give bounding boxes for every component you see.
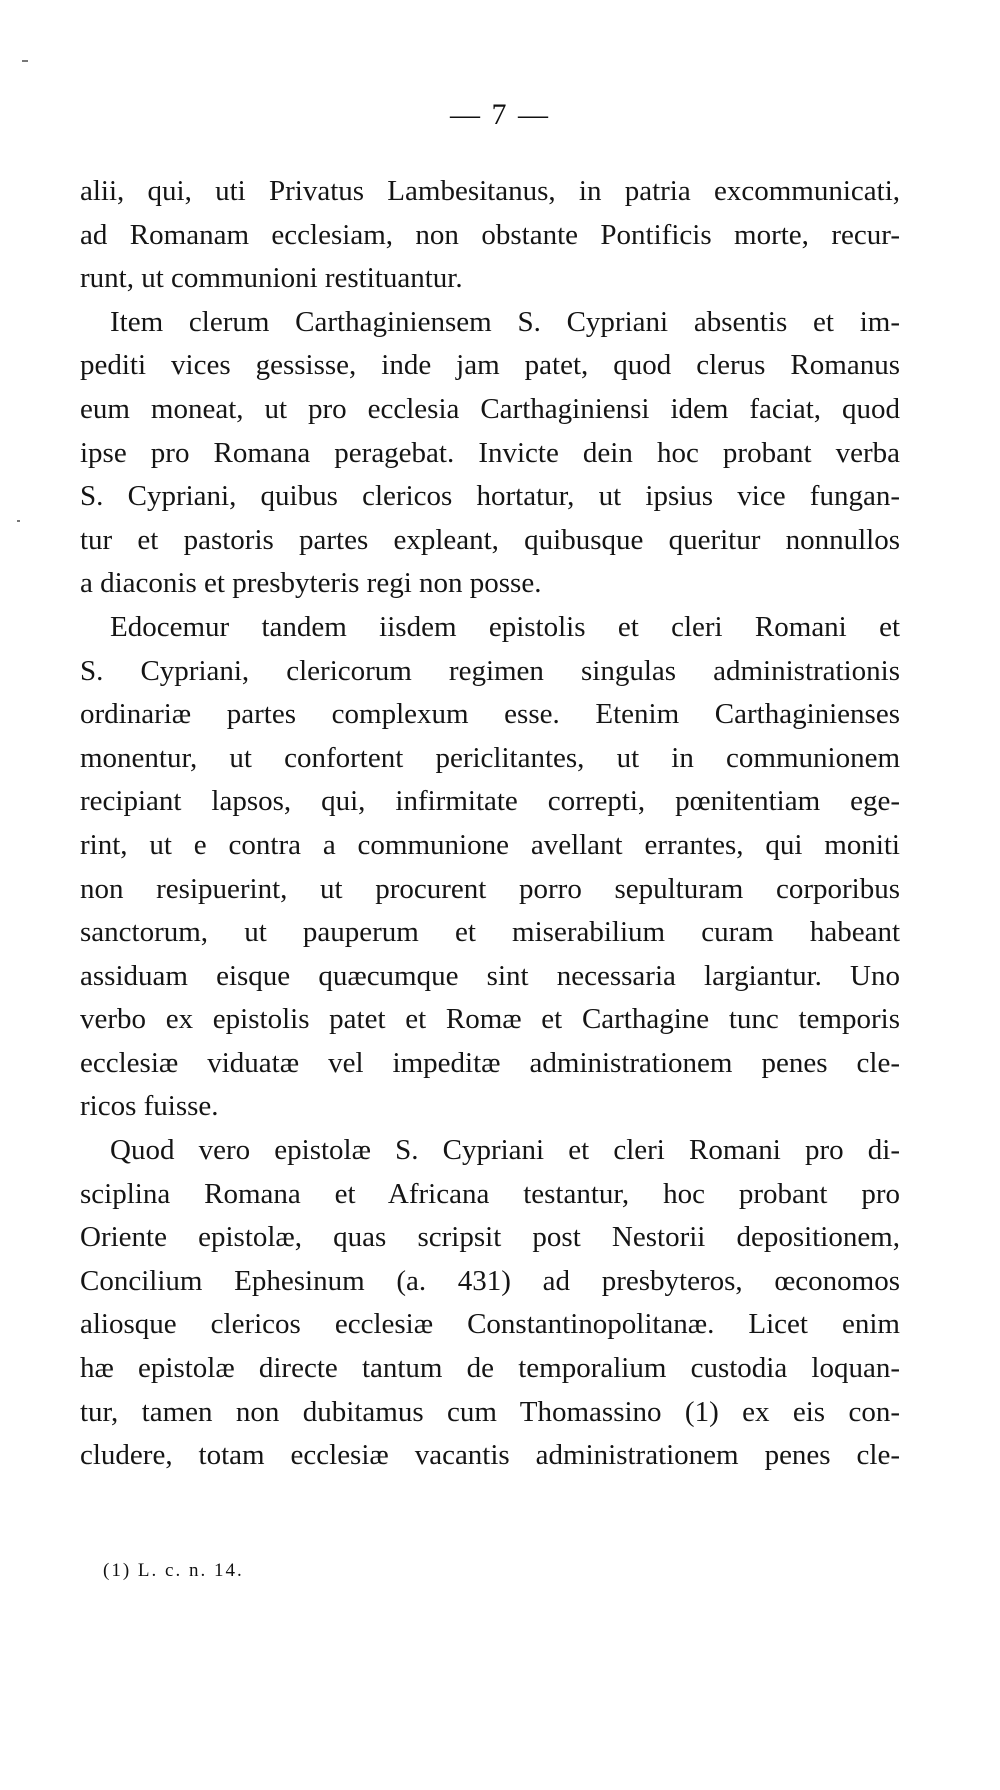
- footnote: (1) L. c. n. 14.: [103, 1560, 244, 1581]
- paragraph: [80, 606, 900, 1129]
- body-text: [80, 170, 900, 1478]
- text-line: eum moneat, ut pro ecclesia Carthaginiensi idem faciat, quod: [80, 392, 900, 425]
- text-line: Quod vero epistolæ S. Cypriani et cleri Romani pro di-: [110, 1134, 900, 1167]
- text-line: ipse pro Romana peragebat. Invicte dein hoc probant verba: [80, 436, 900, 469]
- text-line: aliosque clericos ecclesiæ Constantinopolitanæ. Licet enim: [80, 1308, 900, 1341]
- text-line: non resipuerint, ut procurent porro sepulturam corporibus: [80, 872, 900, 905]
- text-line: tur, tamen non dubitamus cum Thomassino (1) ex eis con-: [80, 1395, 900, 1428]
- text-line: recipiant lapsos, qui, infirmitate correpti, pœnitentiam ege-: [80, 785, 900, 818]
- text-line: ad Romanam ecclesiam, non obstante Pontificis morte, recur-: [80, 218, 900, 251]
- text-line: verbo ex epistolis patet et Romæ et Carthagine tunc temporis: [80, 1003, 900, 1036]
- text-line: a diaconis et presbyteris regi non posse.: [80, 567, 542, 600]
- page-number: — 7 —: [450, 98, 550, 131]
- text-line: sanctorum, ut pauperum et miserabilium curam habeant: [80, 916, 900, 949]
- paragraph: [80, 170, 900, 301]
- text-line: ecclesiæ viduatæ vel impeditæ administrationem penes cle-: [80, 1046, 900, 1079]
- text-line: S. Cypriani, quibus clericos hortatur, ut ipsius vice fungan-: [80, 480, 900, 513]
- text-line: ordinariæ partes complexum esse. Etenim Carthaginienses: [80, 698, 900, 731]
- scan-speck: [22, 60, 28, 62]
- text-line: tur et pastoris partes expleant, quibusque queritur nonnullos: [80, 523, 900, 556]
- text-line: Edocemur tandem iisdem epistolis et cleri Romani et: [110, 610, 900, 643]
- text-line: rint, ut e contra a communione avellant errantes, qui moniti: [80, 828, 900, 861]
- scan-speck: [17, 520, 20, 522]
- text-line: runt, ut communioni restituantur.: [80, 262, 463, 295]
- text-line: pediti vices gessisse, inde jam patet, quod clerus Romanus: [80, 349, 900, 382]
- text-line: alii, qui, uti Privatus Lambesitanus, in patria excommunicati,: [80, 175, 900, 207]
- text-line: Item clerum Carthaginiensem S. Cypriani absentis et im-: [110, 305, 900, 338]
- paragraph: [80, 1129, 900, 1478]
- text-line: monentur, ut confortent periclitantes, ut in communionem: [80, 741, 900, 774]
- text-line: sciplina Romana et Africana testantur, hoc probant pro: [80, 1177, 900, 1210]
- text-line: Oriente epistolæ, quas scripsit post Nestorii depositionem,: [80, 1221, 900, 1254]
- text-line: cludere, totam ecclesiæ vacantis administrationem penes cle-: [80, 1439, 900, 1472]
- text-line: ricos fuisse.: [80, 1090, 219, 1123]
- text-line: assiduam eisque quæcumque sint necessaria largiantur. Uno: [80, 959, 900, 992]
- text-line: hæ epistolæ directe tantum de temporalium custodia loquan-: [80, 1352, 900, 1385]
- text-line: Concilium Ephesinum (a. 431) ad presbyteros, œconomos: [80, 1264, 900, 1297]
- text-line: S. Cypriani, clericorum regimen singulas administrationis: [80, 654, 900, 687]
- paragraph: [80, 301, 900, 606]
